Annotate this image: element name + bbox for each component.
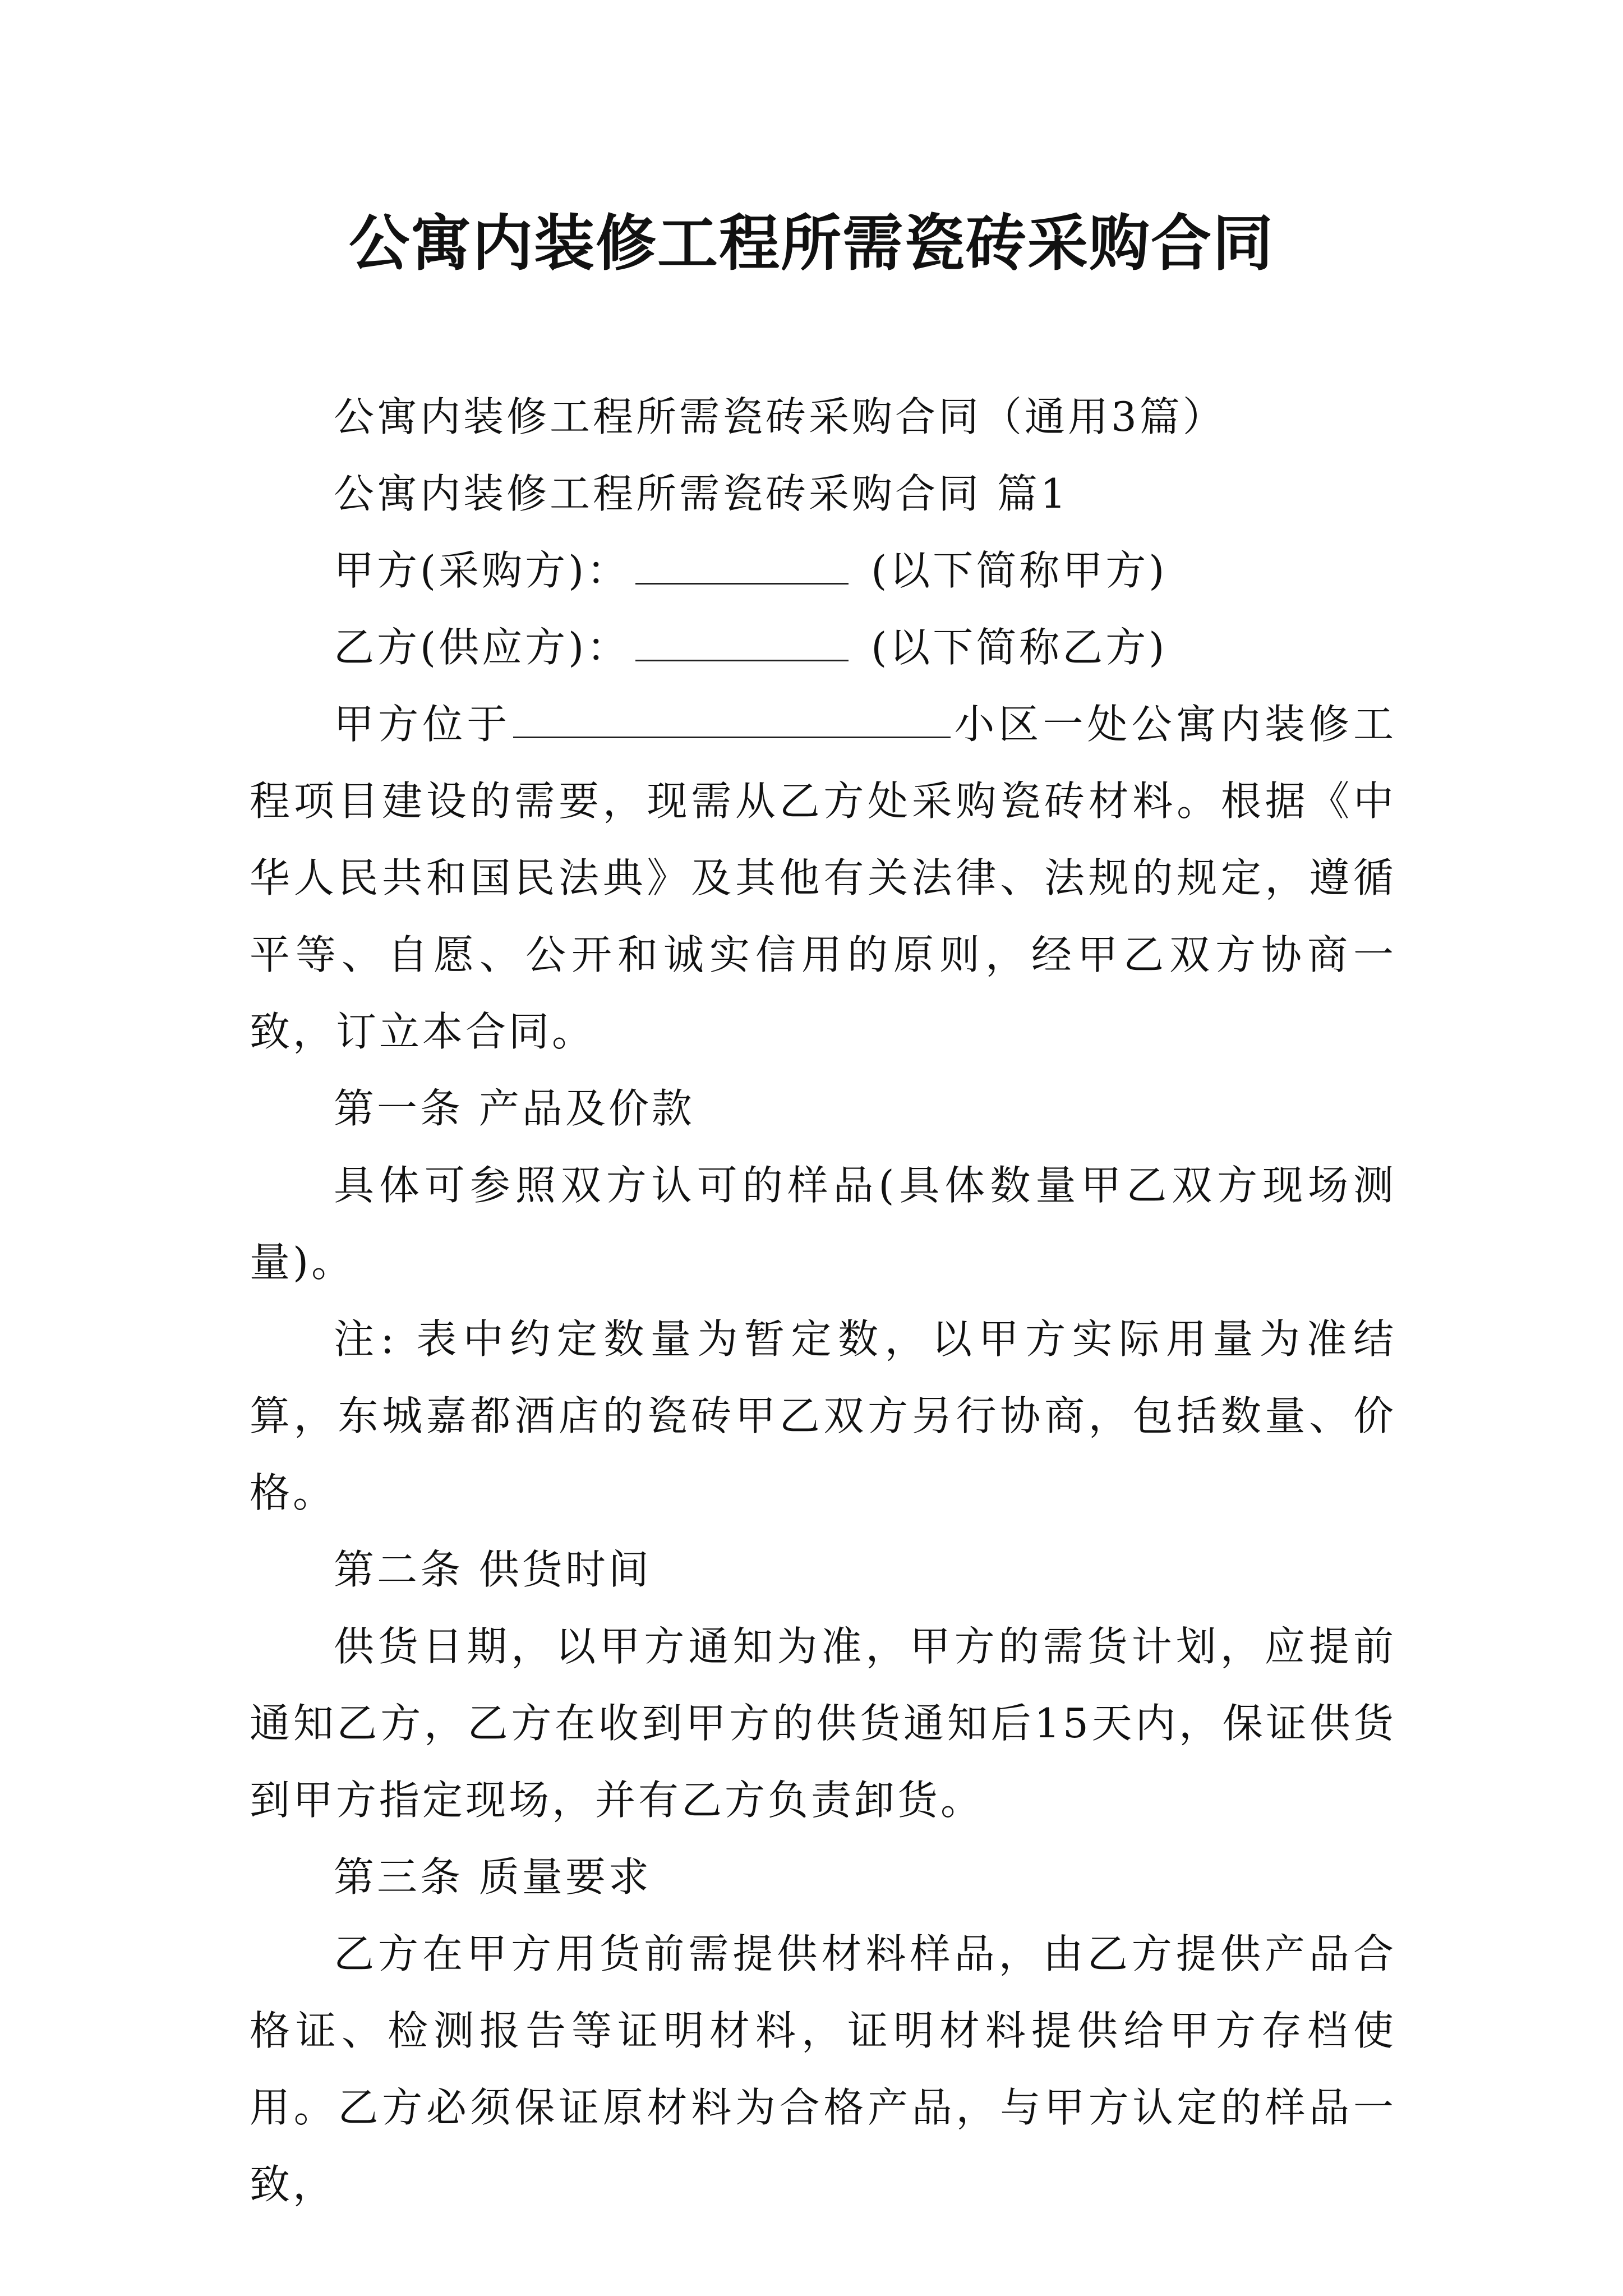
party-b-line	[250, 609, 1396, 686]
party-a-note: (以下简称甲方)	[871, 547, 1168, 594]
article-1-paragraph-1: 具体可参照双方认可的样品(具体数量甲乙双方现场测量)。	[250, 1162, 1396, 1286]
article-1-heading: 第一条 产品及价款	[334, 1085, 695, 1132]
document-subtitle: 公寓内装修工程所需瓷砖采购合同（通用3篇）	[334, 393, 1226, 440]
article-3-heading: 第三条 质量要求	[334, 1853, 652, 1901]
party-a-blank	[635, 549, 849, 585]
location-blank	[513, 703, 951, 738]
party-a-label: 甲方(采购方)：	[334, 547, 630, 594]
article-2-paragraph-1: 供货日期，以甲方通知为准，甲方的需货计划，应提前通知乙方，乙方在收到甲方的供货通知后15天内，保证供货到甲方指定现场，并有乙方负责卸货。	[250, 1623, 1396, 1824]
party-b-blank	[635, 626, 849, 661]
intro-paragraph	[250, 686, 1396, 1070]
article-3-paragraph-1: 乙方在甲方用货前需提供材料样品，由乙方提供产品合格证、检测报告等证明材料，证明材料提供给甲方存档使用。乙方必须保证原材料为合格产品，与甲方认定的样品一致，	[250, 1930, 1396, 2208]
part-heading: 公寓内装修工程所需瓷砖采购合同 篇1	[334, 470, 1069, 517]
party-b-label: 乙方(供应方)：	[334, 624, 630, 671]
article-1-note: 注: 表中约定数量为暂定数，以甲方实际用量为准结算，东城嘉都酒店的瓷砖甲乙双方另行协商，包括数量、价格。	[250, 1315, 1396, 1516]
intro-lead: 甲方位于	[334, 701, 511, 748]
article-2-heading: 第二条 供货时间	[334, 1546, 652, 1593]
party-b-note: (以下简称乙方)	[871, 624, 1168, 671]
document-title: 公寓内装修工程所需瓷砖采购合同	[348, 209, 1274, 279]
intro-rest: 小区一处公寓内装修工程项目建设的需要，现需从乙方处采购瓷砖材料。根据《中华人民共和国民法典》及其他有关法律、法规的规定，遵循平等、自愿、公开和诚实信用的原则，经甲乙双方协商一致，订立本合同。	[250, 701, 1396, 1055]
party-a-line	[250, 532, 1396, 609]
document-body	[250, 379, 1396, 2223]
